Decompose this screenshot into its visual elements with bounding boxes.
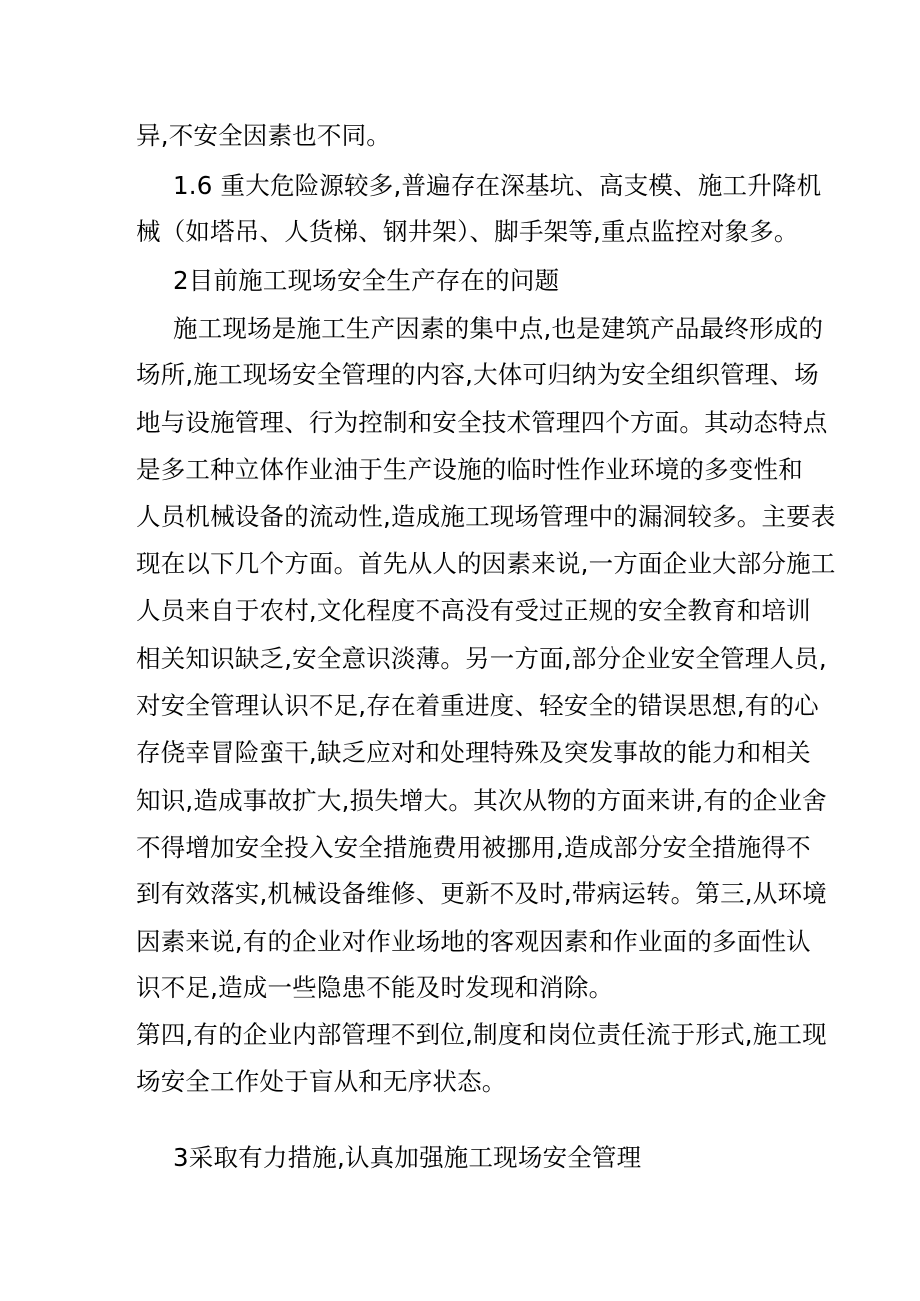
text-line: 人员来自于农村,文化程度不高没有受过正规的安全教育和培训 (136, 596, 811, 625)
section-heading-3: 3采取有力措施,认真加强施工现场安全管理 (173, 1143, 642, 1172)
text-line: 知识,造成事故扩大,损失增大。其次从物的方面来讲,有的企业舍 (136, 786, 827, 815)
text-line: 识不足,造成一些隐患不能及时发现和消除。 (136, 973, 614, 1002)
text-line: 因素来说,有的企业对作业场地的客观因素和作业面的多面性认 (136, 927, 811, 956)
text-line: 相关知识缺乏,安全意识淡薄。另一方面,部分企业安全管理人员, (136, 644, 827, 673)
paragraph-start-line: 施工现场是施工生产因素的集中点,也是建筑产品最终形成的 (173, 314, 824, 343)
text-line: 对安全管理认识不足,存在着重进度、轻安全的错误思想,有的心 (136, 691, 819, 720)
text-line: 到有效落实,机械设备维修、更新不及时,带病运转。第三,从环境 (136, 879, 827, 908)
text-line: 异,不安全因素也不同。 (136, 121, 391, 150)
paragraph-start-line: 第四,有的企业内部管理不到位,制度和岗位责任流于形式,施工现 (136, 1020, 827, 1049)
text-line: 现在以下几个方面。首先从人的因素来说,一方面企业大部分施工 (136, 549, 836, 578)
section-1-6-line: 1.6 重大危险源较多,普遍存在深基坑、高支模、施工升降机 (173, 171, 822, 200)
text-line: 场所,施工现场安全管理的内容,大体可归纳为安全组织管理、场 (136, 360, 819, 389)
text-line: 械（如塔吊、人货梯、钢井架）、脚手架等,重点监控对象多。 (136, 217, 799, 246)
text-line: 人员机械设备的流动性,造成施工现场管理中的漏洞较多。主要表 (136, 502, 836, 531)
text-line: 地与设施管理、行为控制和安全技术管理四个方面。其动态特点 (136, 408, 828, 437)
section-heading-2: 2目前施工现场安全生产存在的问题 (173, 266, 560, 295)
text-line: 是多工种立体作业油于生产设施的临时性作业环境的多变性和 (136, 455, 803, 484)
text-line: 存侥幸冒险蛮干,缺乏应对和处理特殊及突发事故的能力和相关 (136, 738, 811, 767)
text-line: 不得增加安全投入安全措施费用被挪用,造成部分安全措施得不 (136, 833, 811, 862)
text-line: 场安全工作处于盲从和无序状态。 (136, 1067, 507, 1096)
